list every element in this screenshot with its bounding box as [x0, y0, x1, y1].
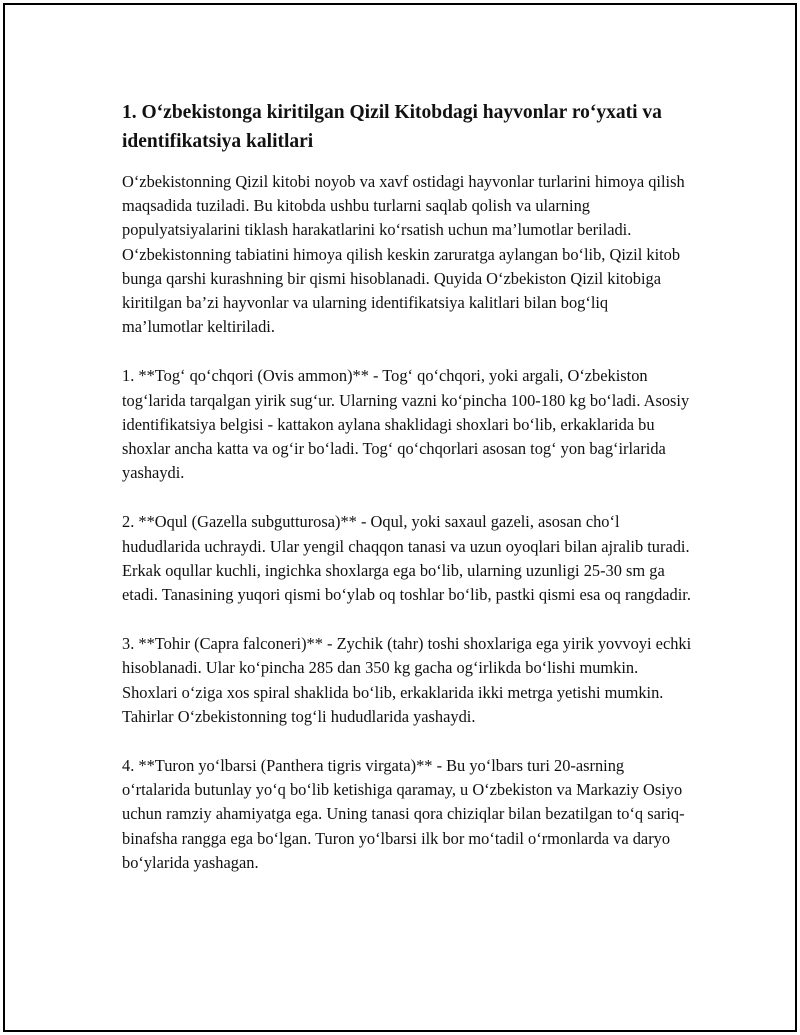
- page-frame: [3, 3, 797, 1032]
- document-heading: 1. O‘zbekistonga kiritilgan Qizil Kitobdagi hayvonlar ro‘yxati va identifikatsiya kalitlari: [122, 102, 662, 152]
- list-item-capra: 3. **Tohir (Capra falconeri)** - Zychik (tahr) toshi shoxlariga ega yirik yovvoyi echki hisoblanadi. Ular ko‘pincha 285 dan 350 kg gacha og‘irlikda bo‘lishi mumkin. Shoxlari o‘ziga xos spiral shaklida bo‘lib, erkaklarida ikki metrga yetishi mumkin. Tahirlar O‘zbekistonning tog‘li hududlarida yashaydi.: [122, 634, 692, 726]
- list-item-ovis-ammon: 1. **Tog‘ qo‘chqori (Ovis ammon)** - Tog‘ qo‘chqori, yoki argali, O‘zbekiston tog‘larida tarqalgan yirik sug‘ur. Ularning vazni ko‘pincha 100-180 kg bo‘ladi. Asosiy identifikatsiya belgisi - kattakon aylana shaklidagi shoxlari bo‘lib, erkaklarida bu shoxlar ancha katta va og‘ir bo‘ladi. Tog‘ qo‘chqorlari asosan tog‘ yon bag‘irlarida yashaydi.: [122, 366, 690, 483]
- list-item-gazella: 2. **Oqul (Gazella subgutturosa)** - Oqul, yoki saxaul gazeli, asosan cho‘l hududlarida uchraydi. Ular yengil chaqqon tanasi va uzun oyoqlari bilan ajralib turadi. Erkak oqullar kuchli, ingichka shoxlarga ega bo‘lib, ularning uzunligi 25-30 sm ga etadi. Tanasining yuqori qismi bo‘ylab oq toshlar bo‘lib, pastki qismi esa oq rangdadir.: [122, 512, 691, 605]
- intro-paragraph: O‘zbekistonning Qizil kitobi noyob va xavf ostidagi hayvonlar turlarini himoya qilish maqsadida tuziladi. Bu kitobda ushbu turlarni saqlab qolish va ularning populyatsiyalarini tiklash harakatlarini ko‘rsatish uchun ma’lumotlar beriladi. O‘zbekistonning tabiatini himoya qilish keskin zaruratga aylangan bo‘lib, Qizil kitob bunga qarshi kurashning bir qismi hisoblanadi. Quyida O‘zbekiston Qizil kitobiga kiritilgan ba’zi hayvonlar va ularning identifikatsiya kalitlari bilan bog‘liq ma’lumotlar keltiriladi.: [122, 172, 685, 337]
- document-body: [122, 98, 692, 900]
- list-item-panthera: 4. **Turon yo‘lbarsi (Panthera tigris virgata)** - Bu yo‘lbars turi 20-asrning o‘rtalarida butunlay yo‘q bo‘lib ketishiga qaramay, u O‘zbekiston va Markaziy Osiyo uchun ramziy ahamiyatga ega. Uning tanasi qora chiziqlar bilan bezatilgan to‘q sariq-binafsha rangga ega bo‘lgan. Turon yo‘lbarsi ilk bor mo‘tadil o‘rmonlarda va daryo bo‘ylarida yashagan.: [122, 756, 685, 872]
